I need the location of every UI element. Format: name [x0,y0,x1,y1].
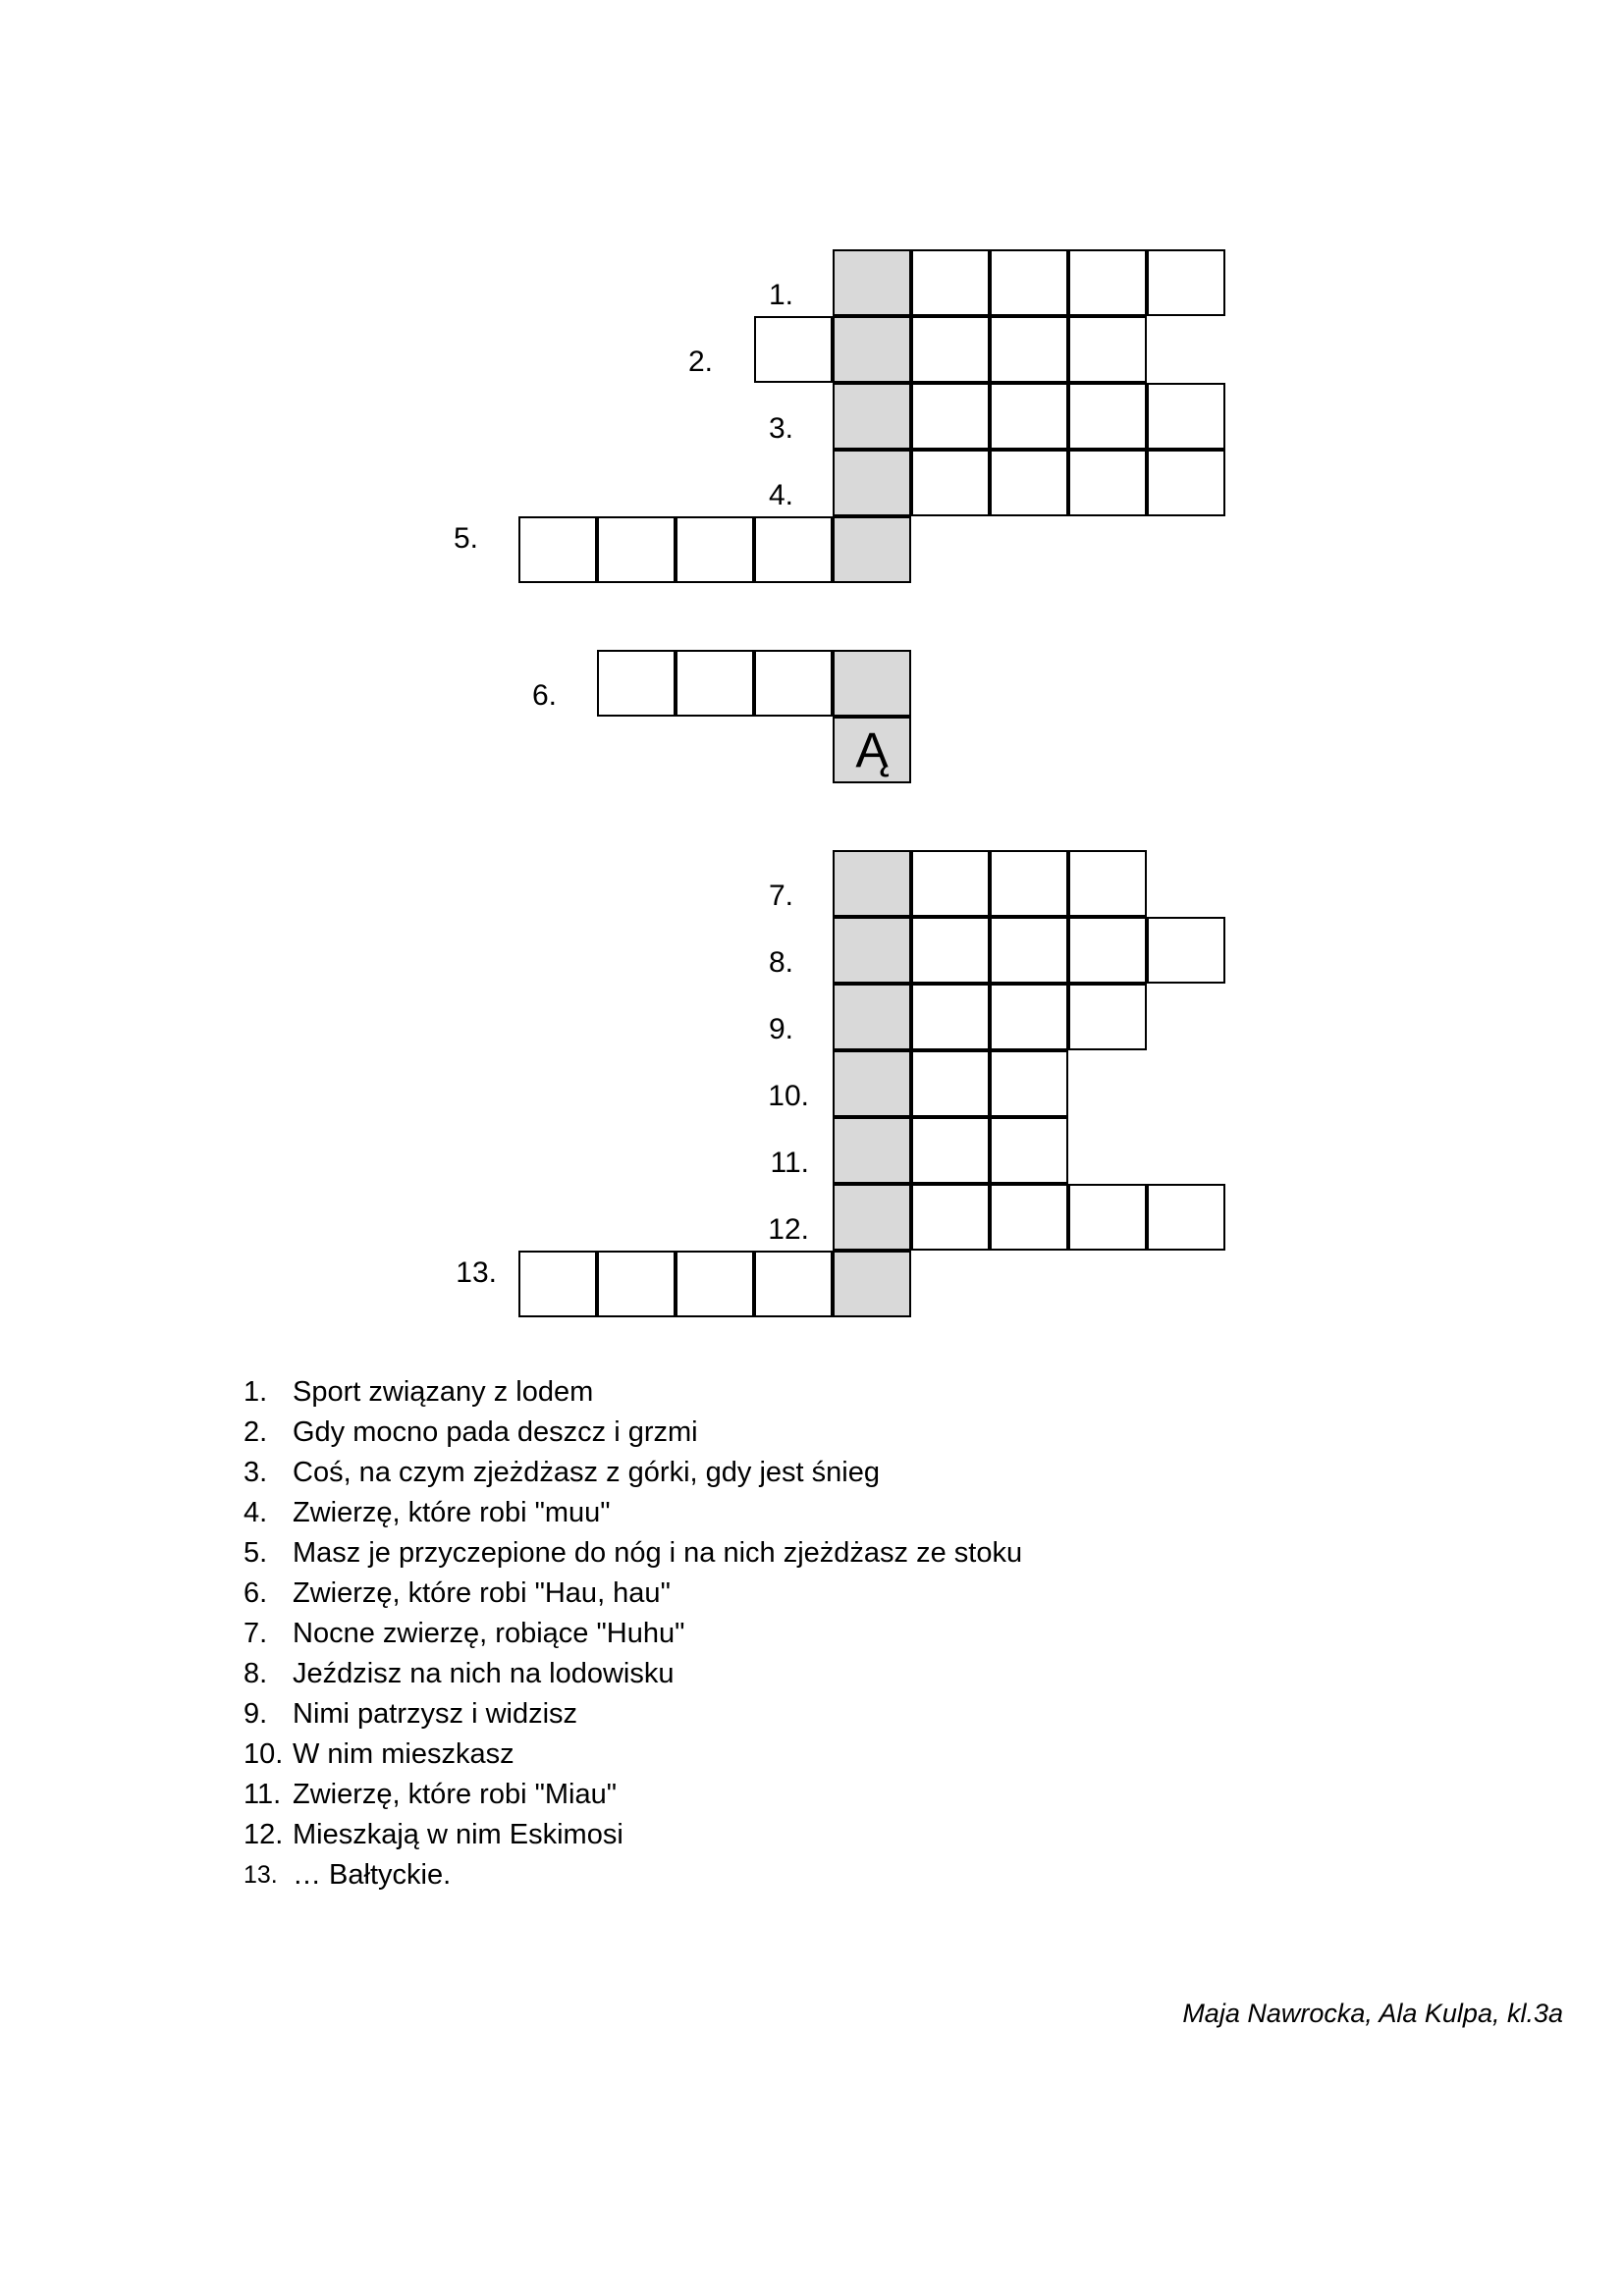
answer-cell[interactable] [911,917,990,984]
answer-cell[interactable] [1068,850,1147,917]
clue-item [244,1694,1022,1735]
clue-item [244,1855,1022,1896]
answer-cell[interactable] [990,1184,1068,1251]
answer-cell[interactable] [1147,450,1225,516]
row-number-label: 11. [770,1147,809,1179]
clue-item [244,1735,1022,1775]
answer-cell[interactable] [990,249,1068,316]
answer-cell[interactable] [1068,984,1147,1050]
clue-item [244,1654,1022,1694]
answer-cell[interactable] [676,516,754,583]
clue-number: 6. [244,1577,268,1609]
answer-cell[interactable] [597,516,676,583]
row-number-label: 10. [768,1080,809,1112]
row-number-label: 8. [768,946,793,979]
row-number-label: 2. [687,346,713,378]
clue-number: 1. [244,1376,268,1408]
row-number-label: 3. [768,412,793,445]
answer-cell[interactable] [990,1117,1068,1184]
answer-cell[interactable] [990,984,1068,1050]
answer-cell[interactable] [990,316,1068,383]
clue-number: 3. [244,1457,268,1488]
answer-cell[interactable] [990,383,1068,450]
answer-cell[interactable] [1068,917,1147,984]
clue-text: Sport związany z lodem [293,1376,594,1408]
answer-cell[interactable] [911,450,990,516]
clue-item [244,1574,1022,1614]
answer-cell[interactable] [1068,450,1147,516]
solution-cell[interactable] [833,917,911,984]
answer-cell[interactable] [754,1251,833,1317]
clue-text: Zwierzę, które robi "muu" [293,1497,611,1528]
answer-cell[interactable] [597,1251,676,1317]
answer-cell[interactable] [518,516,597,583]
clue-number: 4. [244,1497,268,1528]
answer-cell[interactable] [676,650,754,717]
clue-text: Jeździsz na nich na lodowisku [293,1658,675,1689]
answer-cell[interactable] [1147,1184,1225,1251]
clue-item [244,1493,1022,1533]
row-number-label: 4. [768,479,793,511]
clue-item [244,1533,1022,1574]
solution-cell[interactable] [833,850,911,917]
clue-text: Nimi patrzysz i widzisz [293,1698,578,1730]
solution-cell[interactable] [833,516,911,583]
answer-cell[interactable] [1068,316,1147,383]
solution-cell[interactable] [833,717,911,783]
answer-cell[interactable] [990,850,1068,917]
answer-cell[interactable] [911,850,990,917]
clue-item [244,1372,1022,1413]
clue-text: Mieszkają w nim Eskimosi [293,1819,623,1850]
solution-cell[interactable] [833,1184,911,1251]
answer-cell[interactable] [911,984,990,1050]
clue-list [244,1372,1022,1896]
clue-text: Masz je przyczepione do nóg i na nich zjeżdżasz ze stoku [293,1537,1023,1569]
clue-number: 10. [244,1738,284,1770]
answer-cell[interactable] [1068,1184,1147,1251]
answer-cell[interactable] [754,650,833,717]
answer-cell[interactable] [911,249,990,316]
answer-cell[interactable] [1068,249,1147,316]
answer-cell[interactable] [518,1251,597,1317]
row-number-label: 13. [456,1256,497,1289]
solution-cell[interactable] [833,249,911,316]
solution-cell[interactable] [833,383,911,450]
solution-cell[interactable] [833,650,911,717]
answer-cell[interactable] [754,316,833,383]
answer-cell[interactable] [597,650,676,717]
row-number-label: 12. [768,1213,809,1246]
clue-text: W nim mieszkasz [293,1738,514,1770]
clue-text: Gdy mocno pada deszcz i grzmi [293,1416,698,1448]
clue-text: Zwierzę, które robi "Hau, hau" [293,1577,671,1609]
answer-cell[interactable] [911,1050,990,1117]
clue-number: 9. [244,1698,268,1730]
answer-cell[interactable] [676,1251,754,1317]
solution-cell[interactable] [833,984,911,1050]
row-number-label: 7. [768,880,793,912]
clue-item [244,1775,1022,1815]
clue-item [244,1413,1022,1453]
solution-cell[interactable] [833,1117,911,1184]
clue-item [244,1614,1022,1654]
author-credit: Maja Nawrocka, Ala Kulpa, kl.3a [1182,1999,1563,2028]
solution-cell[interactable] [833,1050,911,1117]
answer-cell[interactable] [990,917,1068,984]
row-number-label: 1. [768,279,793,311]
answer-cell[interactable] [754,516,833,583]
answer-cell[interactable] [911,1184,990,1251]
answer-cell[interactable] [990,450,1068,516]
answer-cell[interactable] [911,383,990,450]
clue-text: Nocne zwierzę, robiące "Huhu" [293,1618,685,1649]
answer-cell[interactable] [911,316,990,383]
answer-cell[interactable] [911,1117,990,1184]
clue-number: 13. [244,1861,278,1889]
answer-cell[interactable] [990,1050,1068,1117]
solution-cell[interactable] [833,450,911,516]
given-letter: Ą [855,722,889,777]
clue-text: … Bałtyckie. [293,1859,452,1891]
clue-number: 5. [244,1537,268,1569]
clue-number: 2. [244,1416,268,1448]
clue-text: Zwierzę, które robi "Miau" [293,1779,618,1810]
answer-cell[interactable] [1147,917,1225,984]
answer-cell[interactable] [1147,249,1225,316]
clue-text: Coś, na czym zjeżdżasz z górki, gdy jest śnieg [293,1457,880,1488]
solution-cell[interactable] [833,1251,911,1317]
answer-cell[interactable] [1068,383,1147,450]
clue-number: 8. [244,1658,268,1689]
row-number-label: 9. [768,1013,793,1045]
row-number-label: 6. [531,679,557,712]
clue-item [244,1815,1022,1855]
row-number-label: 5. [453,522,478,555]
clue-number: 12. [244,1819,284,1850]
solution-cell[interactable] [833,316,911,383]
clue-number: 11. [244,1779,282,1810]
clue-item [244,1453,1022,1493]
clue-number: 7. [244,1618,268,1649]
answer-cell[interactable] [1147,383,1225,450]
